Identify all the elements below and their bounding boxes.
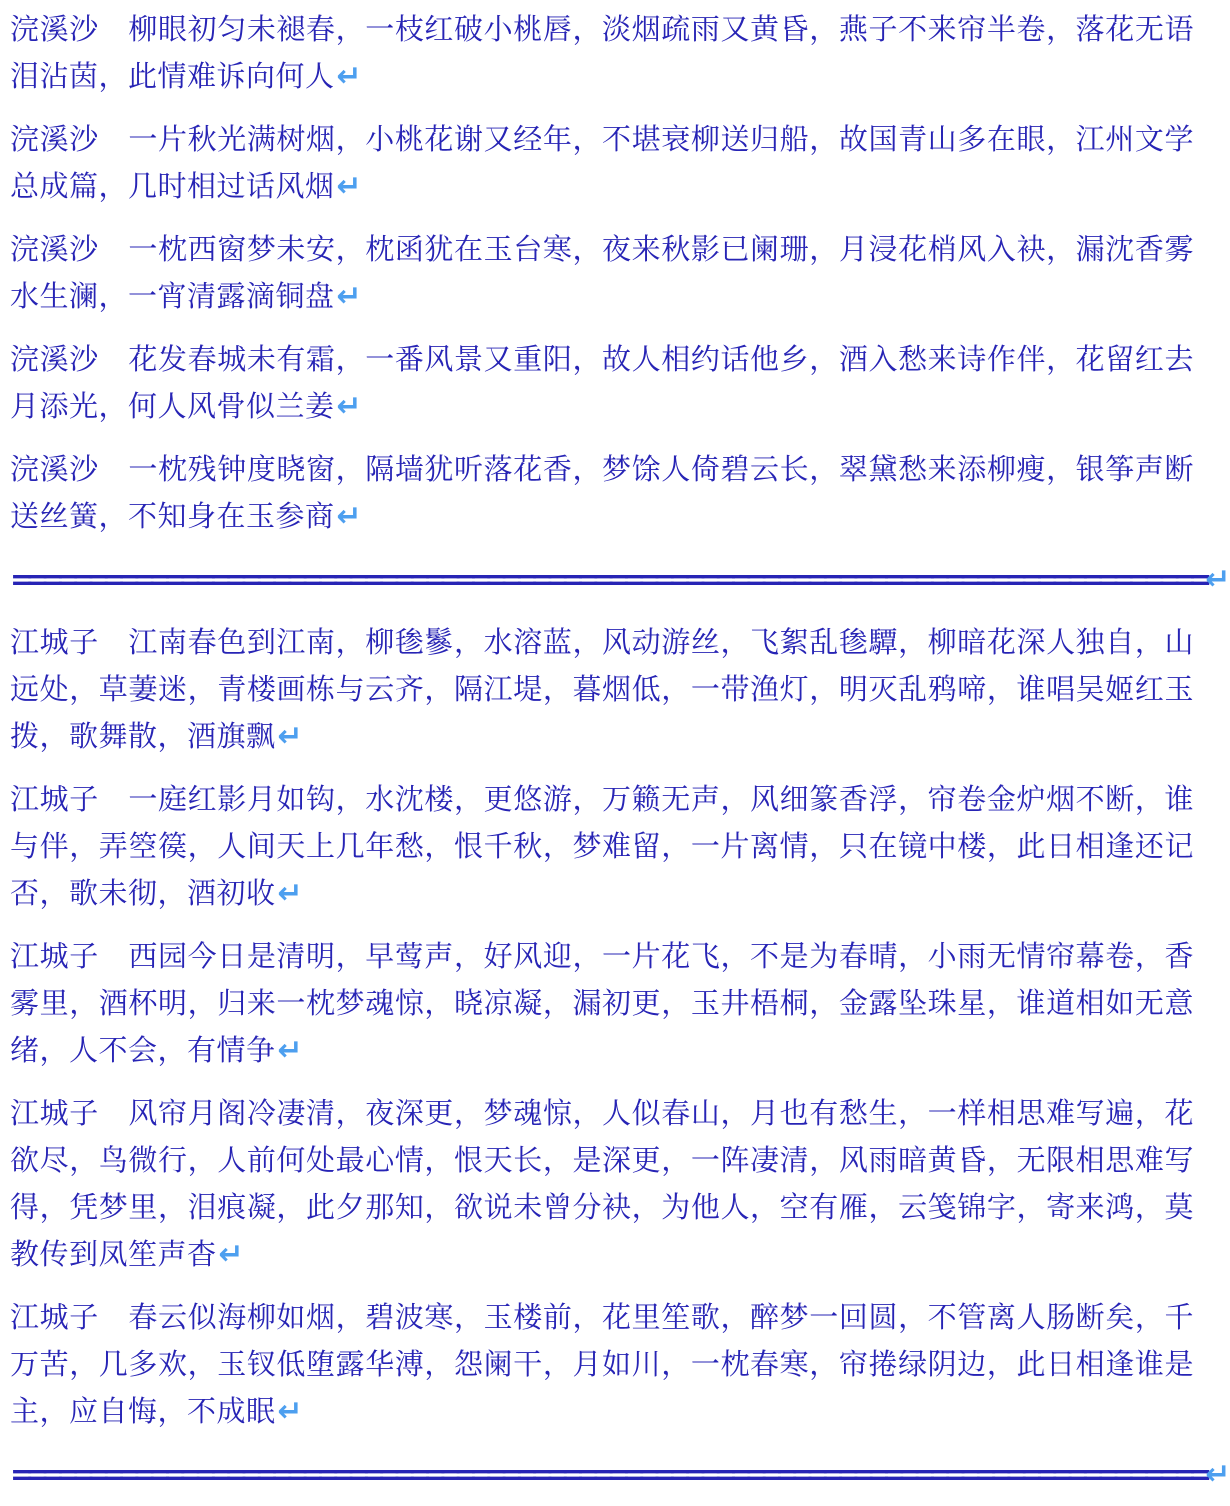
paragraph-text: 江城子 江南春色到江南，柳毶鬖，水溶蓝，风动游丝，飞絮乱毶驔，柳暗花深人独自，山远处，草萋迷，青楼画栋与云齐，隔江堤，暮烟低，一带渔灯，明灭乱鸦啼，谁唱吴姬红玉拨，歌舞散，酒旗飘 xyxy=(10,625,1194,753)
poem-paragraph[interactable] xyxy=(10,336,1194,430)
paragraph-mark-icon: ↵ xyxy=(218,1237,244,1272)
poem-paragraph[interactable] xyxy=(10,116,1194,210)
poem-paragraph[interactable] xyxy=(10,226,1194,320)
paragraph-text: 浣溪沙 柳眼初匀未褪春，一枝红破小桃唇，淡烟疏雨又黄昏，燕子不来帘半卷，落花无语泪沾茵，此情难诉向何人 xyxy=(10,12,1194,93)
paragraph-text: 江城子 春云似海柳如烟，碧波寒，玉楼前，花里笙歌，醉梦一回圆，不管离人肠断矣，千万苦，几多欢，玉钗低堕露华溥，怨阑干，月如川，一枕春寒，帘捲绿阴边，此日相逢谁是主，应自悔，不成眠 xyxy=(10,1300,1194,1428)
divider-line[interactable] xyxy=(10,1451,1230,1498)
paragraph-text: 江城子 风帘月阁冷凄清，夜深更，梦魂惊，人似春山，月也有愁生，一样相思难写遍，花欲尽，鸟微行，人前何处最心情，恨天长，是深更，一阵凄清，风雨暗黄昏，无限相思难写得，凭梦里，泪痕凝，此夕那知，欲说未曾分袂，为他人，空有雁，云笺锦字，寄来鸿，莫教传到凤笙声杳 xyxy=(10,1096,1194,1271)
paragraph-mark-icon: ↵ xyxy=(277,1394,303,1429)
divider-text: ============================================================================== xyxy=(10,1457,1204,1491)
paragraph-text: 浣溪沙 一枕西窗梦未安，枕函犹在玉台寒，夜来秋影已阑珊，月浸花梢风入袂，漏沈香雾水生澜，一宵清露滴铜盘 xyxy=(10,232,1194,313)
paragraph-mark-icon: ↵ xyxy=(1205,562,1230,597)
poem-paragraph[interactable] xyxy=(10,776,1194,917)
paragraph-mark-icon: ↵ xyxy=(336,389,362,424)
paragraph-text: 江城子 西园今日是清明，早莺声，好风迎，一片花飞，不是为春晴，小雨无情帘幕卷，香雾里，酒杯明，归来一枕梦魂惊，晓凉凝，漏初更，玉井梧桐，金露坠珠星，谁道相如无意绪，人不会，有情争 xyxy=(10,939,1194,1067)
paragraph-text: 浣溪沙 花发春城未有霜，一番风景又重阳，故人相约话他乡，酒入愁来诗作伴，花留红去月添光，何人风骨似兰姜 xyxy=(10,342,1194,423)
poem-paragraph[interactable] xyxy=(10,1294,1194,1435)
paragraph-text: 浣溪沙 一枕残钟度晓窗，隔墙犹听落花香，梦馀人倚碧云长，翠黛愁来添柳瘦，银筝声断送丝簧，不知身在玉参商 xyxy=(10,452,1194,533)
paragraph-text: 浣溪沙 一片秋光满树烟，小桃花谢又经年，不堪衰柳送归船，故国青山多在眼，江州文学总成篇，几时相过话风烟 xyxy=(10,122,1194,203)
paragraph-mark-icon: ↵ xyxy=(336,499,362,534)
poem-paragraph[interactable] xyxy=(10,1090,1194,1278)
paragraph-mark-icon: ↵ xyxy=(277,876,303,911)
paragraph-mark-icon: ↵ xyxy=(277,719,303,754)
paragraph-mark-icon: ↵ xyxy=(277,1033,303,1068)
paragraph-text: 江城子 一庭红影月如钩，水沈楼，更悠游，万籁无声，风细篆香浮，帘卷金炉烟不断，谁与伴，弄箜篌，人间天上几年愁，恨千秋，梦难留，一片离情，只在镜中楼，此日相逢还记否，歌未彻，酒初收 xyxy=(10,782,1194,910)
paragraph-mark-icon: ↵ xyxy=(1205,1457,1230,1492)
divider-text: ============================================================================== xyxy=(10,562,1204,596)
paragraph-mark-icon: ↵ xyxy=(336,169,362,204)
poem-paragraph[interactable] xyxy=(10,619,1194,760)
paragraph-mark-icon: ↵ xyxy=(336,279,362,314)
poem-paragraph[interactable] xyxy=(10,446,1194,540)
paragraph-mark-icon: ↵ xyxy=(336,59,362,94)
poem-paragraph[interactable] xyxy=(10,6,1194,100)
divider-line[interactable] xyxy=(10,556,1230,603)
poem-paragraph[interactable] xyxy=(10,933,1194,1074)
